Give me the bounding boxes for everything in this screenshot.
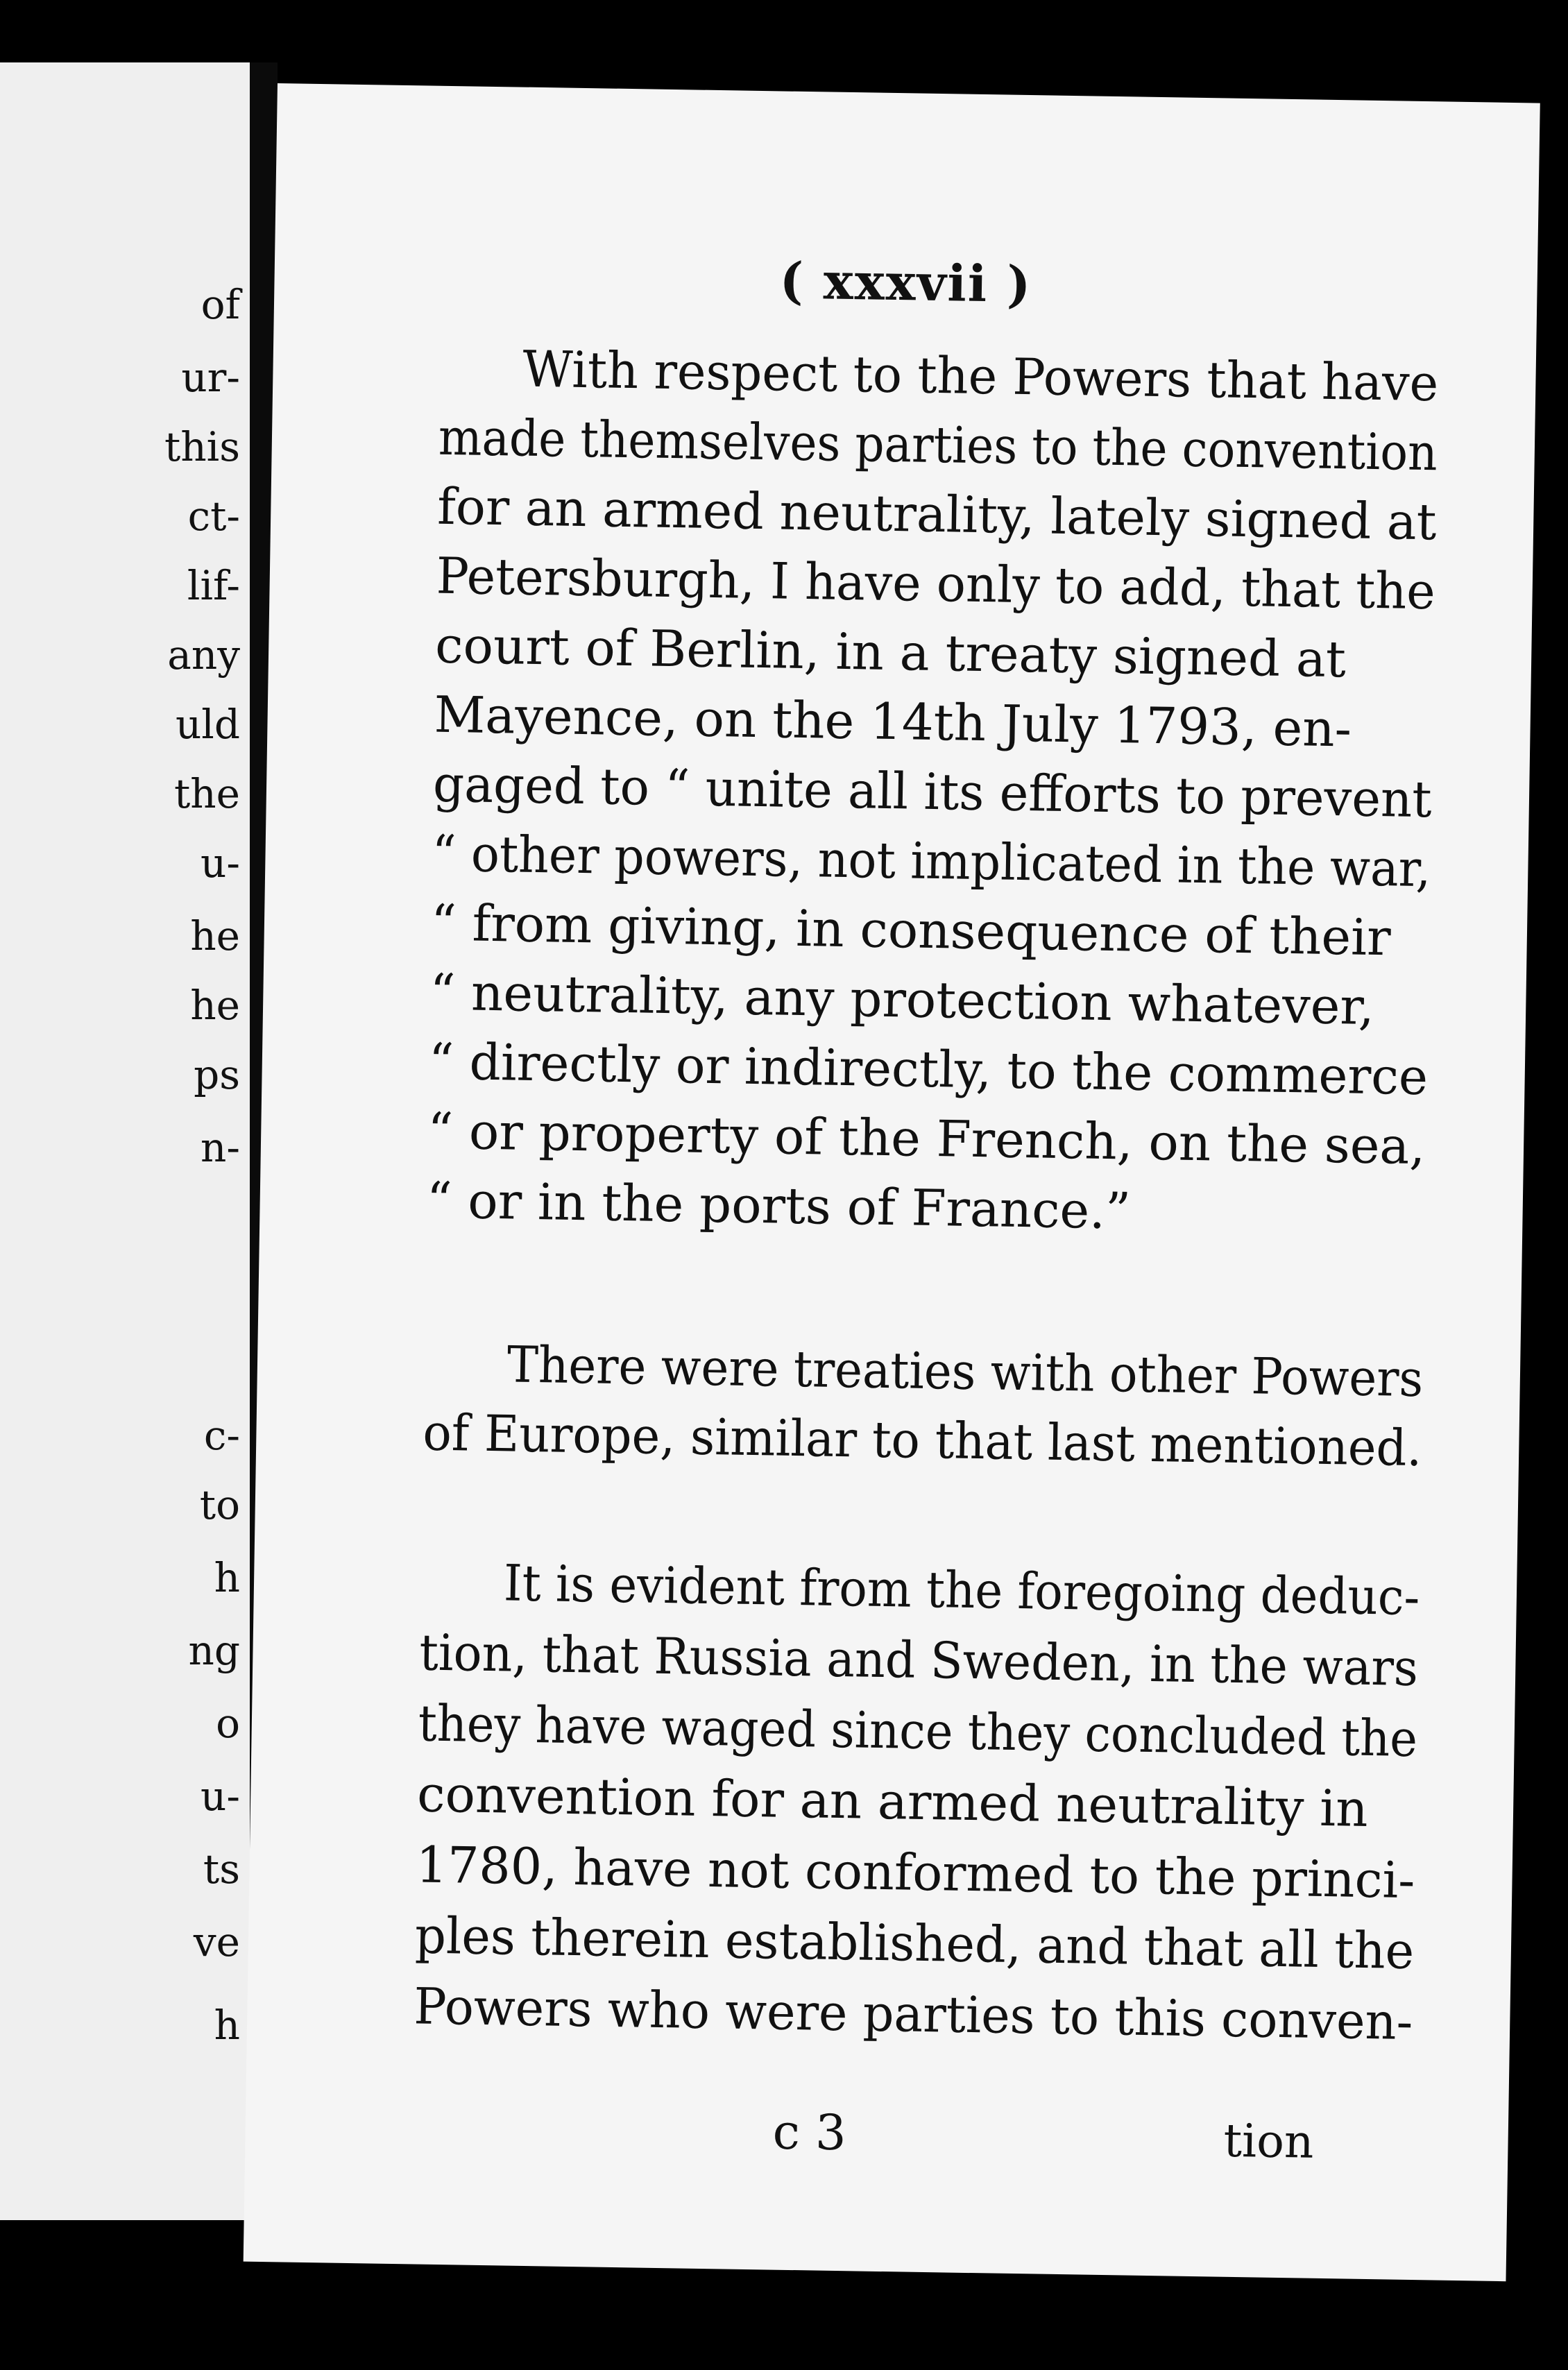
text-line: With respect to the Powers that have <box>522 339 1439 413</box>
facing-page-line-fragment: to <box>199 1481 240 1528</box>
facing-page-line-fragment: any <box>167 631 240 679</box>
text-line: they have waged since they concluded the <box>418 1694 1418 1768</box>
facing-page-line-fragment: ng <box>188 1627 240 1674</box>
text-line: gaged to “ unite all its efforts to prevent <box>432 754 1433 829</box>
facing-page-line-fragment: ct- <box>187 493 240 540</box>
text-line: ples therein established, and that all the <box>414 1906 1415 1981</box>
facing-page-line-fragment: he <box>190 912 240 960</box>
text-line: “ or in the ports of France.” <box>426 1170 1132 1241</box>
text-line: “ other powers, not implicated in the war, <box>431 824 1431 898</box>
facing-page-line-fragment: the <box>174 770 240 817</box>
catchword: tion <box>1222 2113 1315 2169</box>
facing-page-line-fragment: o <box>216 1700 240 1747</box>
text-line: made themselves parties to the convention <box>438 407 1438 482</box>
text-line: court of Berlin, in a treaty signed at <box>434 615 1347 689</box>
text-line: for an armed neutrality, lately signed at <box>436 477 1438 552</box>
text-line: There were treaties with other Powers <box>506 1335 1424 1408</box>
facing-page-line-fragment: h <box>214 2002 240 2049</box>
page-number-header: ( xxxvii ) <box>779 250 1033 314</box>
facing-page-line-fragment: this <box>164 423 240 470</box>
book-page <box>244 83 1540 2281</box>
facing-page-line-fragment: c- <box>203 1412 240 1459</box>
text-line: Powers who were parties to this conven- <box>413 1977 1413 2052</box>
facing-page-line-fragment: he <box>190 982 240 1029</box>
text-line: Petersburgh, I have only to add, that the <box>436 546 1436 621</box>
text-line: “ neutrality, any protection whatever, <box>429 962 1375 1036</box>
facing-page-line-fragment: ur- <box>181 354 240 401</box>
text-line: “ directly or indirectly, to the commerce <box>428 1032 1429 1107</box>
text-line: 1780, have not conformed to the princi- <box>416 1835 1416 1910</box>
facing-page-fragment <box>0 62 250 2220</box>
facing-page-line-fragment: lif- <box>187 562 240 609</box>
signature-mark: c 3 <box>772 2103 847 2162</box>
facing-page-line-fragment: of <box>201 281 240 328</box>
facing-page-line-fragment: h <box>214 1554 240 1601</box>
text-line: It is evident from the foregoing deduc- <box>503 1553 1420 1627</box>
facing-page-line-fragment: u- <box>201 1773 240 1820</box>
facing-page-line-fragment: ts <box>203 1845 240 1893</box>
text-line: “ or property of the French, on the sea, <box>427 1101 1426 1176</box>
text-line: “ from giving, in consequence of their <box>430 893 1392 967</box>
facing-page-line-fragment: ps <box>194 1051 240 1098</box>
facing-page-line-fragment: u- <box>201 839 240 887</box>
facing-page-line-fragment: n- <box>201 1124 240 1171</box>
text-line: tion, that Russia and Sweden, in the wars <box>418 1623 1419 1698</box>
text-line: of Europe, similar to that last mentioned. <box>422 1403 1423 1478</box>
facing-page-line-fragment: uld <box>175 701 240 748</box>
facing-page-line-fragment: ve <box>193 1918 240 1966</box>
text-line: convention for an armed neutrality in <box>416 1764 1369 1838</box>
text-line: Mayence, on the 14th July 1793, en- <box>434 685 1352 758</box>
